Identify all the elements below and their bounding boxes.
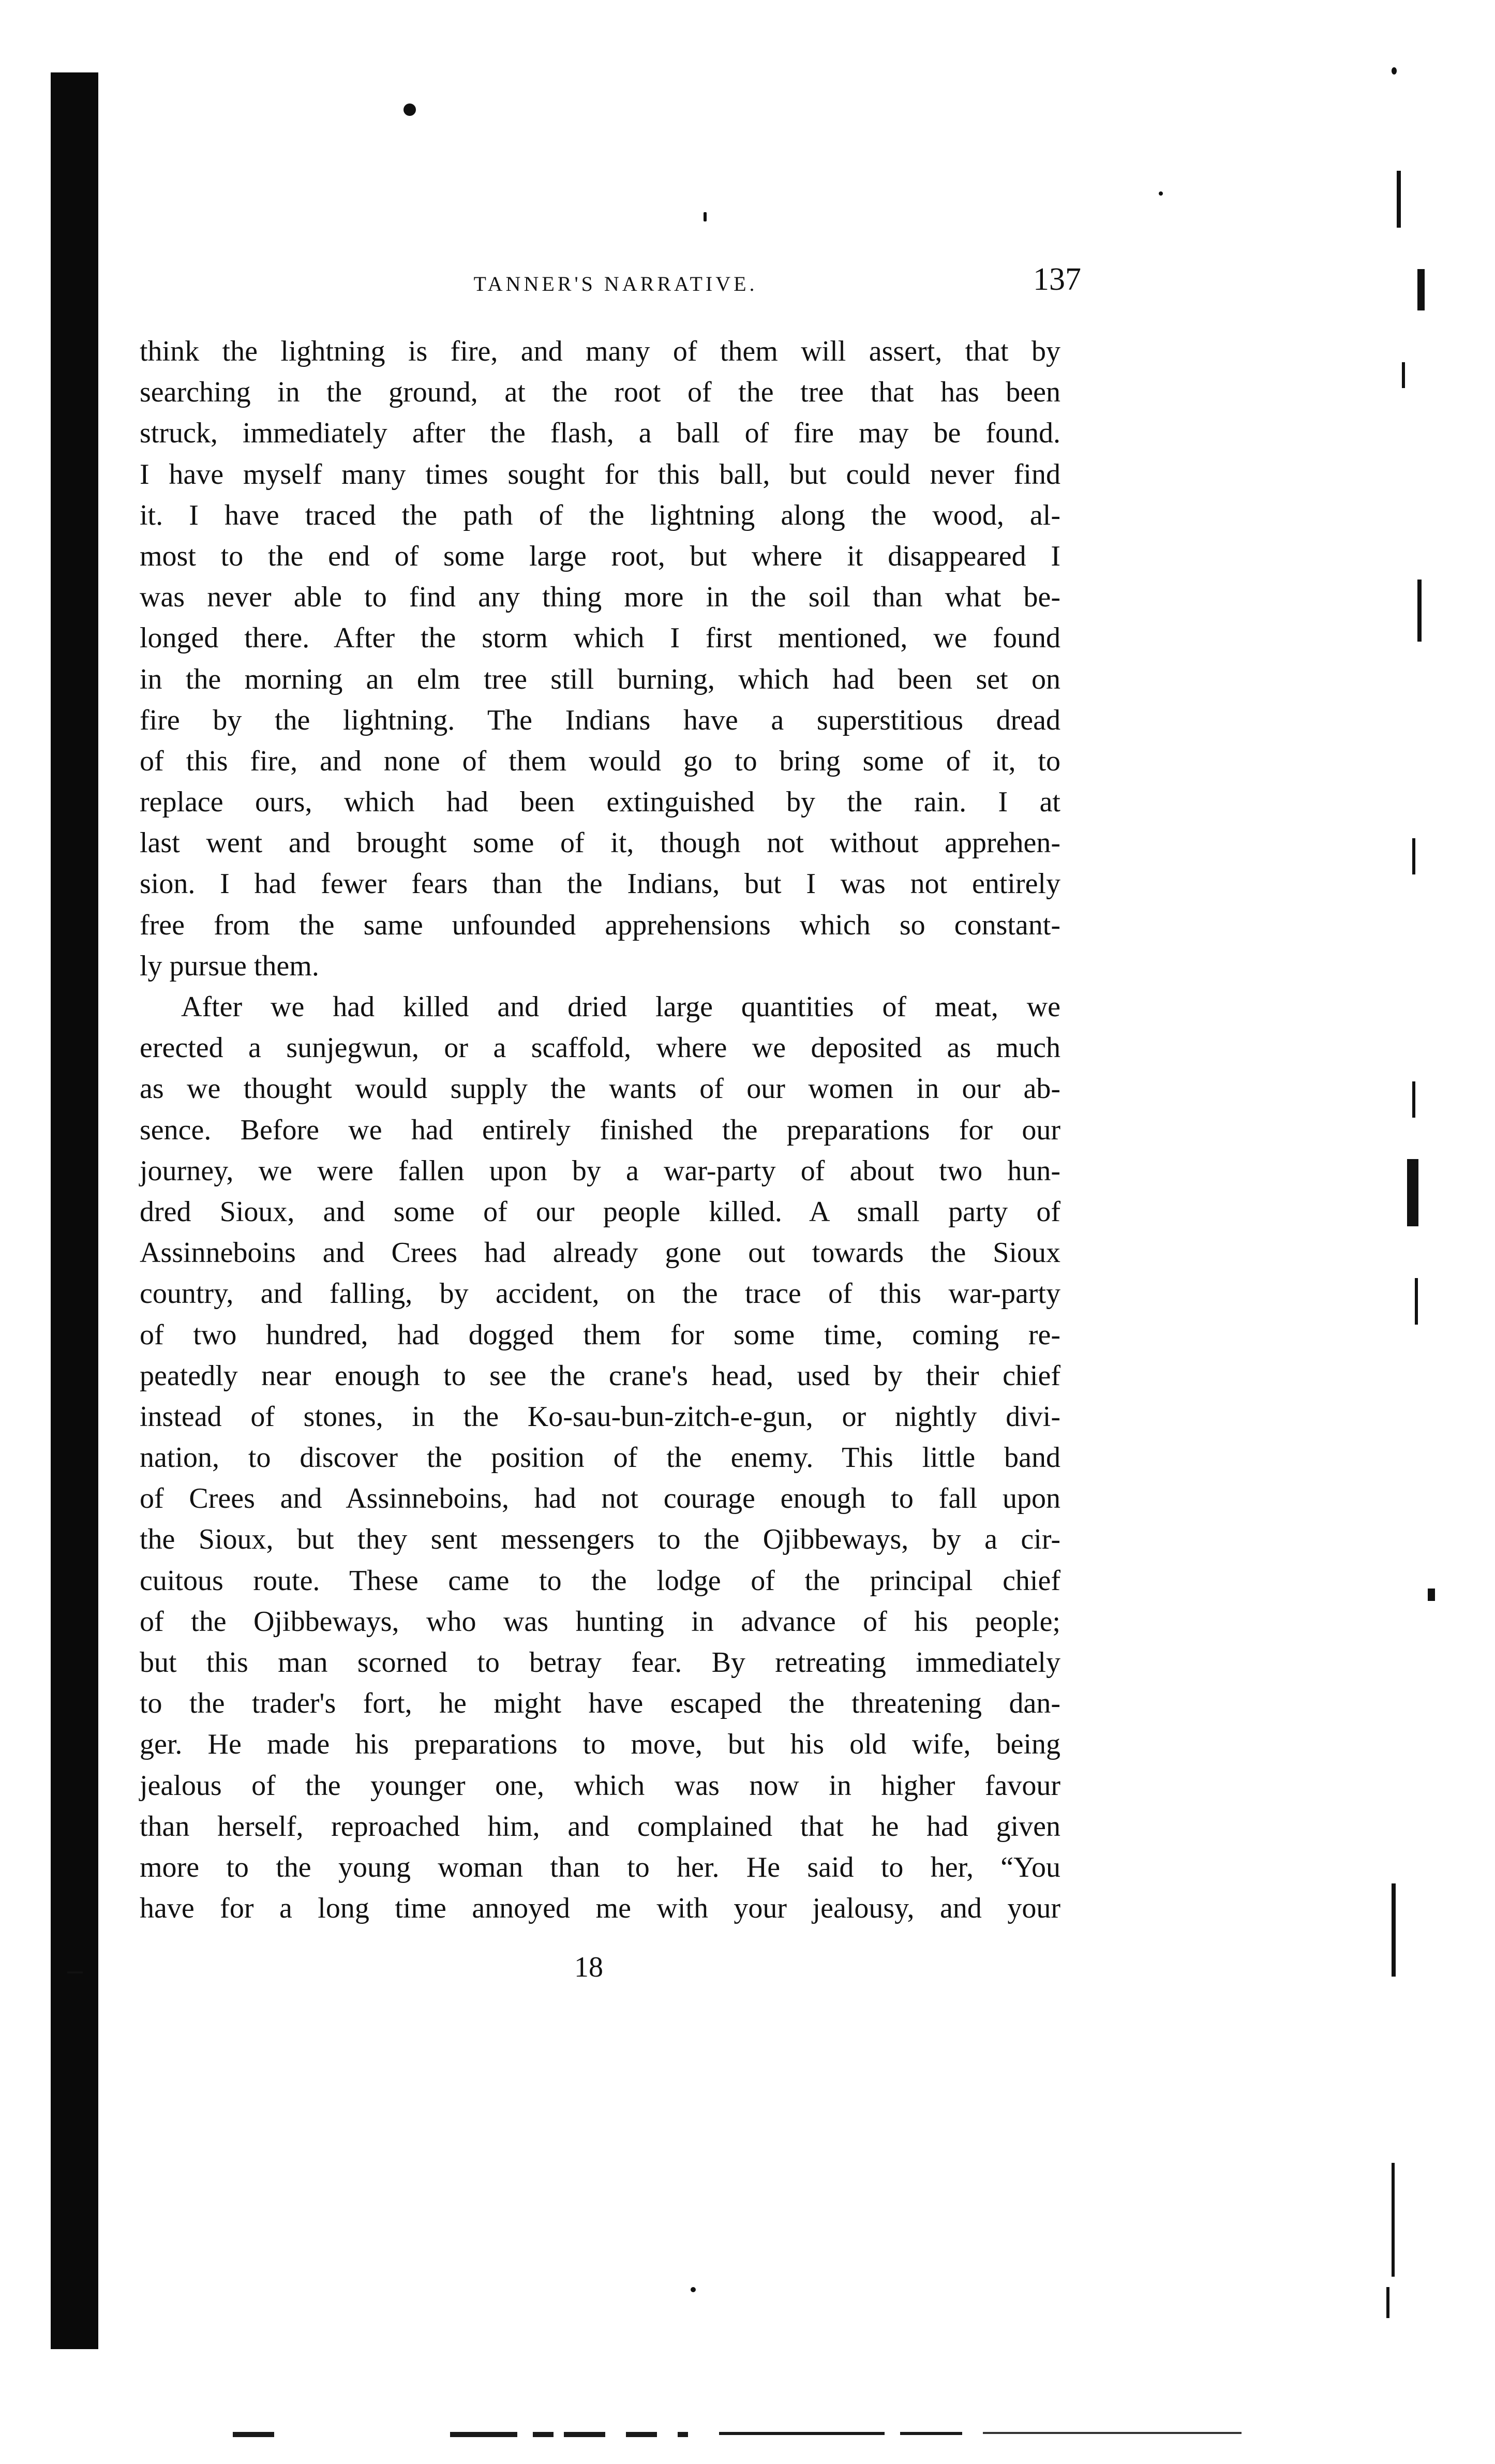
bottom-edge-mark <box>719 2432 885 2435</box>
text-line: I have myself many times sought for this ball, but could never find <box>140 458 1060 491</box>
text-line: cuitous route. These came to the lodge of the principal chief <box>140 1564 1060 1597</box>
text-line: ly pursue them. <box>140 949 319 982</box>
text-line: dred Sioux, and some of our people killed. A small party of <box>140 1195 1060 1228</box>
scan-speck <box>403 103 416 116</box>
scan-speck <box>1159 191 1163 196</box>
text-line: to the trader's fort, he might have escaped the threatening dan- <box>140 1687 1060 1720</box>
text-line: last went and brought some of it, though not without apprehen- <box>140 827 1060 859</box>
text-line: than herself, reproached him, and complained that he had given <box>140 1810 1060 1843</box>
text-line: jealous of the younger one, which was now in higher favour <box>140 1769 1060 1802</box>
edge-mark <box>1392 2163 1395 2277</box>
bottom-edge-mark <box>900 2432 962 2435</box>
text-line: most to the end of some large root, but where it disappeared I <box>140 540 1060 572</box>
edge-mark <box>1415 1278 1418 1325</box>
text-line: of this fire, and none of them would go to bring some of it, to <box>140 745 1060 777</box>
bottom-edge-mark <box>564 2432 605 2437</box>
text-line: fire by the lightning. The Indians have a superstitious dread <box>140 704 1060 736</box>
text-line: erected a sunjegwun, or a scaffold, where we deposited as much <box>140 1032 1060 1064</box>
text-line: instead of stones, in the Ko-sau-bun-zitch-e-gun, or nightly divi- <box>140 1400 1060 1433</box>
edge-mark <box>1417 580 1422 642</box>
running-title: TANNER'S NARRATIVE. <box>473 272 758 295</box>
text-line: was never able to find any thing more in the soil than what be- <box>140 581 1060 614</box>
bottom-edge-mark <box>233 2432 274 2437</box>
edge-mark <box>1397 171 1401 228</box>
text-line: have for a long time annoyed me with your jealousy, and your <box>140 1892 1060 1925</box>
text-line: but this man scorned to betray fear. By retreating immediately <box>140 1646 1060 1679</box>
bottom-edge-mark <box>678 2432 688 2437</box>
bottom-edge-mark <box>983 2432 1242 2434</box>
text-line: in the morning an elm tree still burning, which had been set on <box>140 663 1060 695</box>
text-line: of the Ojibbeways, who was hunting in advance of his people; <box>140 1605 1060 1638</box>
scan-speck <box>691 2287 696 2292</box>
signature-mark: 18 <box>574 1951 603 1983</box>
text-line: struck, immediately after the flash, a ball of fire may be found. <box>140 417 1060 450</box>
text-line: the Sioux, but they sent messengers to the Ojibbeways, by a cir- <box>140 1523 1060 1556</box>
page-header <box>140 261 1092 308</box>
text-line: as we thought would supply the wants of our women in our ab- <box>140 1073 1060 1105</box>
text-line: peatedly near enough to see the crane's head, used by their chief <box>140 1359 1060 1392</box>
scan-speck <box>1392 67 1397 75</box>
bottom-edge-mark <box>533 2432 554 2437</box>
edge-mark <box>1402 362 1405 388</box>
edge-mark <box>1386 2287 1389 2318</box>
text-line: After we had killed and dried large quantities of meat, we <box>181 991 1060 1023</box>
edge-mark <box>1412 838 1415 874</box>
text-line: searching in the ground, at the root of the tree that has been <box>140 376 1060 409</box>
text-line: longed there. After the storm which I first mentioned, we found <box>140 622 1060 655</box>
text-line: it. I have traced the path of the lightning along the wood, al- <box>140 499 1060 531</box>
edge-mark <box>1392 1883 1396 1977</box>
text-line: think the lightning is fire, and many of them will assert, that by <box>140 335 1060 367</box>
edge-mark <box>1407 1159 1418 1226</box>
page-number: 137 <box>1033 262 1081 297</box>
text-line: nation, to discover the position of the enemy. This little band <box>140 1442 1060 1474</box>
edge-mark <box>1428 1589 1435 1601</box>
text-line: sence. Before we had entirely finished the preparations for our <box>140 1114 1060 1146</box>
binding-shadow <box>51 72 98 2349</box>
text-line: Assinneboins and Crees had already gone out towards the Sioux <box>140 1237 1060 1269</box>
edge-mark <box>1412 1081 1415 1118</box>
body-text <box>140 331 1060 1929</box>
bottom-edge-mark <box>626 2432 657 2437</box>
text-line: sion. I had fewer fears than the Indians, but I was not entirely <box>140 868 1060 900</box>
text-line: of Crees and Assinneboins, had not courage enough to fall upon <box>140 1482 1060 1515</box>
bottom-edge-mark <box>450 2432 517 2437</box>
edge-mark <box>67 1971 83 1973</box>
edge-mark <box>1417 269 1425 310</box>
text-line: ger. He made his preparations to move, but his old wife, being <box>140 1728 1060 1761</box>
text-line: of two hundred, had dogged them for some time, coming re- <box>140 1318 1060 1351</box>
text-line: journey, we were fallen upon by a war-party of about two hun- <box>140 1154 1060 1187</box>
text-line: country, and falling, by accident, on the trace of this war-party <box>140 1278 1060 1310</box>
text-line: more to the young woman than to her. He said to her, “You <box>140 1851 1060 1883</box>
text-line: replace ours, which had been extinguished by the rain. I at <box>140 786 1060 819</box>
scan-speck <box>704 212 707 221</box>
text-line: free from the same unfounded apprehensions which so constant- <box>140 909 1060 941</box>
